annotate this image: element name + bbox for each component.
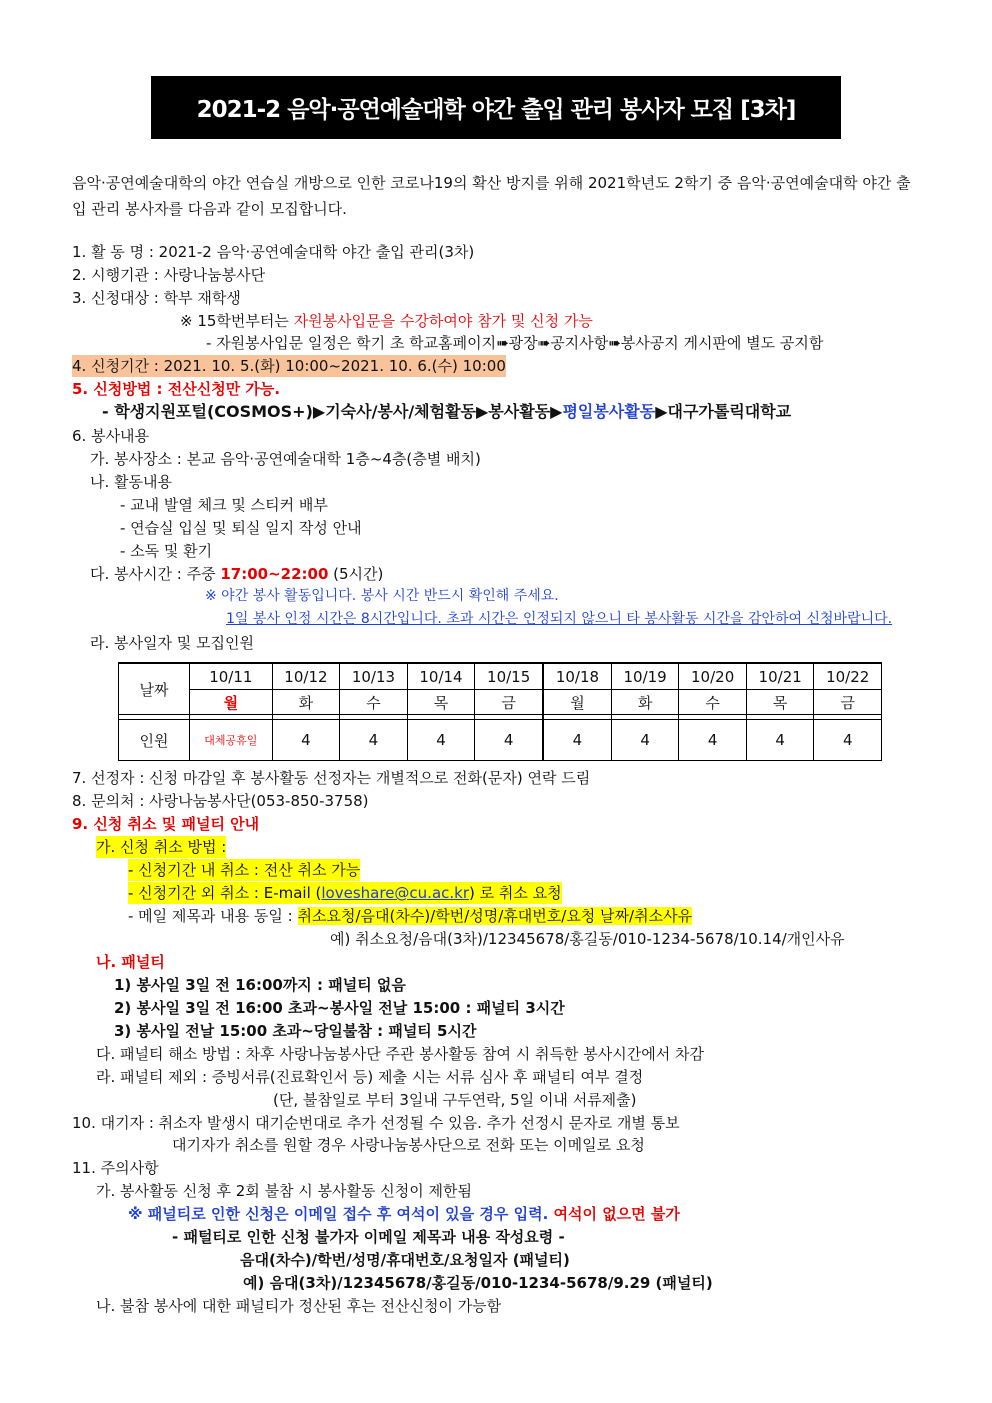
day-cell: 금 xyxy=(814,690,882,715)
penalty-application-note-main: ※ 패널티로 인한 신청은 이메일 접수 후 여석이 있을 경우 입력. xyxy=(128,1205,554,1223)
penalty-exemption-detail: (단, 불참일로 부터 3일내 구두연락, 5일 이내 서류제출) xyxy=(273,1091,637,1109)
date-cell: 10/20 xyxy=(679,663,747,690)
count-label: 인원 xyxy=(119,720,190,761)
portal-path-end: ▶대구가톨릭대학교 xyxy=(655,402,792,421)
count-cell: 4 xyxy=(814,720,882,761)
intro-paragraph: 음악·공연예술대학의 야간 연습실 개방으로 인한 코로나19의 확산 방지를 위해 2021학년도 2학기 중 음악·공연예술대학 야간 출입 관리 봉사자를 다음과 같이 모집합니다. xyxy=(72,174,911,218)
count-cell: 4 xyxy=(746,720,814,761)
penalty-application-note-warning: 여석이 없으면 불가 xyxy=(553,1205,680,1223)
item-9-cancellation: 9. 신청 취소 및 패널티 안내 xyxy=(72,815,260,833)
cancel-mail-example: 예) 취소요청/음대(3차)/12345678/홍길동/010-1234-5678/10.14/개인사유 xyxy=(330,930,845,948)
penalty-rule-3: 3) 봉사일 전날 15:00 초과~당일불참 : 패널티 5시간 xyxy=(114,1022,477,1040)
item-6-schedule-heading: 라. 봉사일자 및 모집인원 xyxy=(90,634,254,652)
item-10-waitlist: 10. 대기자 : 취소자 발생시 대기순번대로 추가 선정될 수 있음. 추가 선정시 문자로 개별 통보 xyxy=(72,1114,680,1132)
date-cell: 10/18 xyxy=(543,663,611,690)
cancel-email-link[interactable]: loveshare@cu.ac.kr xyxy=(321,884,470,902)
item-3-eligibility: 3. 신청대상 : 학부 재학생 xyxy=(72,289,241,307)
item-3-note xyxy=(180,310,593,332)
item-11-precautions: 11. 주의사항 xyxy=(72,1159,159,1177)
cancel-method-heading: 가. 신청 취소 방법 : xyxy=(96,838,227,856)
item-7-selection: 7. 선정자 : 신청 마감일 후 봉사활동 선정자는 개별적으로 전화(문자) 연락 드림 xyxy=(72,769,591,787)
item-5-application-method: 5. 신청방법 : 전산신청만 가능. xyxy=(72,380,281,398)
day-cell: 수 xyxy=(340,690,408,715)
schedule-table xyxy=(118,662,882,761)
cancel-outside-period xyxy=(128,882,562,904)
night-notice: ※ 야간 봉사 활동입니다. 봉사 시간 반드시 확인해 주세요. xyxy=(205,588,559,604)
cancel-within-period: - 신청기간 내 취소 : 전산 취소 가능 xyxy=(128,861,361,879)
portal-path-start: - 학생지원포털(COSMOS+)▶기숙사/봉사/체험활동▶봉사활동▶ xyxy=(102,402,563,421)
item-3-note-schedule: - 자원봉사입문 일정은 학기 초 학교홈페이지➠광장➠공지사항➠봉사공지 게시판에 별도 공지함 xyxy=(206,334,824,352)
hours-cap-notice: 1일 봉사 인정 시간은 8시간입니다. 초과 시간은 인정되지 않으니 타 봉사활동 시간을 감안하여 신청바랍니다. xyxy=(226,611,893,627)
date-cell: 10/12 xyxy=(272,663,340,690)
activity-3: - 소독 및 환기 xyxy=(120,542,213,560)
day-cell: 화 xyxy=(611,690,679,715)
day-cell: 월 xyxy=(190,690,273,715)
penalty-email-template: 음대(차수)/학번/성명/휴대번호/요청일자 (패널티) xyxy=(240,1251,570,1269)
item-1-activity-name: 1. 활 동 명 : 2021-2 음악·공연예술대학 야간 출입 관리(3차) xyxy=(72,243,475,261)
penalty-rule-2: 2) 봉사일 3일 전 16:00 초과~봉사일 전날 15:00 : 패널티 3시간 xyxy=(114,999,565,1017)
date-cell: 10/14 xyxy=(407,663,475,690)
day-cell: 목 xyxy=(407,690,475,715)
count-cell: 4 xyxy=(272,720,340,761)
item-8-contact: 8. 문의처 : 사랑나눔봉사단(053-850-3758) xyxy=(72,792,369,810)
item-6-hours xyxy=(90,563,383,585)
penalty-heading: 나. 패널티 xyxy=(96,953,165,971)
penalty-rule-1: 1) 봉사일 3일 전 16:00까지 : 패널티 없음 xyxy=(114,976,406,994)
item-6-content: 6. 봉사내용 xyxy=(72,427,150,445)
item-3-note-requirement: 자원봉사입문을 수강하여야 참가 및 신청 가능 xyxy=(293,312,593,330)
penalty-email-example: 예) 음대(3차)/12345678/홍길동/010-1234-5678/9.29 (패널티) xyxy=(243,1274,713,1292)
hours-duration: (5시간) xyxy=(328,565,384,583)
count-cell-holiday: 대체공휴일 xyxy=(190,720,273,761)
cancel-mail-format-template: 취소요청/음대(차수)/학번/성명/휴대번호/요청 날짜/취소사유 xyxy=(297,907,693,925)
item-4-application-period: 4. 신청기간 : 2021. 10. 5.(화) 10:00~2021. 10. 6.(수) 10:00 xyxy=(72,357,506,375)
precaution-penalty-cleared: 나. 불참 봉사에 대한 패널티가 정산된 후는 전산신청이 가능함 xyxy=(96,1297,502,1315)
cancel-email-prefix: - 신청기간 외 취소 : E-mail ( xyxy=(128,884,322,902)
portal-path-weekday: 평일봉사활동 xyxy=(562,402,656,421)
cancel-email-suffix: ) 로 취소 요청 xyxy=(469,884,562,902)
penalty-exemption: 라. 패널티 제외 : 증빙서류(진료확인서 등) 제출 시는 서류 심사 후 패널티 여부 결정 xyxy=(96,1068,644,1086)
item-10-waitlist-cancel: 대기자가 취소를 원할 경우 사랑나눔봉사단으로 전화 또는 이메일로 요청 xyxy=(172,1136,645,1154)
schedule-day-row xyxy=(119,690,882,715)
count-cell: 4 xyxy=(543,720,611,761)
cancel-mail-format-prefix: - 메일 제목과 내용 동일 : xyxy=(128,907,298,925)
day-cell: 월 xyxy=(543,690,611,715)
item-5-portal-path xyxy=(102,401,791,423)
date-cell: 10/19 xyxy=(611,663,679,690)
count-cell: 4 xyxy=(475,720,543,761)
page-title: 2021-2 음악·공연예술대학 야간 출입 관리 봉사자 모집 [3차] xyxy=(151,76,841,139)
cancel-mail-format xyxy=(128,905,692,927)
activity-2: - 연습실 입실 및 퇴실 일지 작성 안내 xyxy=(120,519,362,537)
penalty-email-guide-title: - 패털티로 인한 신청 불가자 이메일 제목과 내용 작성요령 - xyxy=(172,1228,565,1246)
date-label: 날짜 xyxy=(119,663,190,715)
item-2-organizer: 2. 시행기관 : 사랑나눔봉사단 xyxy=(72,266,266,284)
count-cell: 4 xyxy=(340,720,408,761)
item-3-note-prefix: ※ 15학번부터는 xyxy=(180,312,294,330)
count-cell: 4 xyxy=(679,720,747,761)
activity-1: - 교내 발열 체크 및 스티커 배부 xyxy=(120,496,328,514)
item-6-activities: 나. 활동내용 xyxy=(90,473,172,491)
count-cell: 4 xyxy=(611,720,679,761)
hours-prefix: 다. 봉사시간 : 주중 xyxy=(90,565,221,583)
penalty-application-note xyxy=(128,1203,680,1225)
day-cell: 목 xyxy=(746,690,814,715)
date-cell: 10/22 xyxy=(814,663,882,690)
day-cell: 금 xyxy=(475,690,543,715)
schedule-date-row xyxy=(119,663,882,690)
day-cell: 수 xyxy=(679,690,747,715)
item-6-location: 가. 봉사장소 : 본교 음악·공연예술대학 1층~4층(층별 배치) xyxy=(90,450,481,468)
date-cell: 10/13 xyxy=(340,663,408,690)
penalty-resolution: 다. 패널티 해소 방법 : 차후 사랑나눔봉사단 주관 봉사활동 참여 시 취득한 봉사시간에서 차감 xyxy=(96,1045,704,1063)
count-cell: 4 xyxy=(407,720,475,761)
date-cell: 10/15 xyxy=(475,663,543,690)
date-cell: 10/11 xyxy=(190,663,273,690)
hours-range: 17:00~22:00 xyxy=(220,565,329,583)
precaution-absence-limit: 가. 봉사활동 신청 후 2회 불참 시 봉사활동 신청이 제한됨 xyxy=(96,1182,473,1200)
day-cell: 화 xyxy=(272,690,340,715)
schedule-count-row xyxy=(119,720,882,761)
date-cell: 10/21 xyxy=(746,663,814,690)
